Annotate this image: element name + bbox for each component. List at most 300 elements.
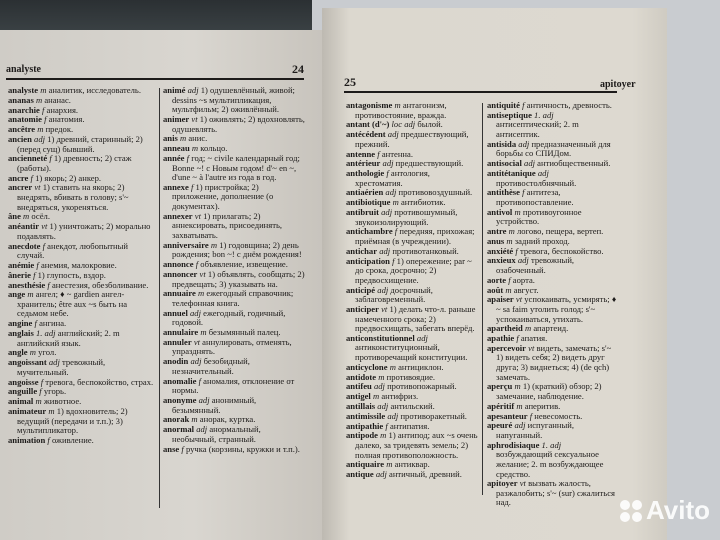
grammar-label: f (385, 420, 388, 431)
grammar-label: f (181, 443, 184, 454)
grammar-label: f (44, 114, 47, 125)
grammar-label: vt (193, 336, 201, 347)
grammar-label: vt (528, 342, 535, 353)
page-number: 25 (344, 75, 356, 89)
dictionary-entry (163, 338, 305, 357)
grammar-label: m (191, 414, 198, 425)
headword: anxieux (487, 255, 516, 266)
dictionary-entry (487, 344, 619, 382)
grammar-label: f (198, 375, 201, 386)
headword: antique (346, 469, 374, 480)
definition: анонимный, безымянный. (172, 395, 257, 415)
definition: противоядие. (386, 371, 436, 382)
grammar-label: m (394, 100, 401, 110)
grammar-label: m (27, 289, 34, 300)
headword: antipathie (346, 420, 384, 431)
definition: противоугонное устройство. (496, 206, 582, 227)
dictionary-entry (8, 358, 156, 377)
definition: антология, хрестоматия. (355, 168, 430, 188)
definition: осёл. (31, 211, 50, 222)
headword: animer (163, 113, 190, 124)
definition: противовоздушный. (398, 187, 473, 198)
column (346, 101, 478, 480)
dictionary-entry (163, 183, 305, 212)
headword: anse (163, 443, 180, 454)
headword: anticipation (346, 255, 390, 266)
headword: antimissile (346, 410, 386, 421)
headword: anéantir (8, 221, 40, 232)
grammar-label: f (30, 172, 33, 183)
headword: annulaire (163, 327, 199, 338)
definition: аорта. (512, 274, 535, 285)
headword: animation (8, 434, 46, 445)
headword: antillais (346, 400, 376, 411)
headword: âne (8, 211, 21, 222)
definition: вызвать жалость, разжалобить; s'~ (sur) сжалиться над. (496, 478, 615, 508)
headword: aphrodisiaque (487, 439, 540, 450)
grammar-label: m (372, 391, 380, 402)
dictionary-entry (163, 396, 305, 415)
grammar-label: vt (519, 478, 526, 489)
grammar-label: m (23, 211, 30, 222)
definition: противотанковый. (392, 245, 459, 256)
dictionary-entry (8, 290, 156, 319)
grammar-label: adj (524, 158, 535, 169)
headword: antigel (346, 391, 371, 402)
headword: apéritif (487, 400, 515, 411)
grammar-label: m (508, 226, 515, 237)
headword: analyste (8, 85, 39, 95)
dictionary-entry (163, 154, 305, 183)
definition: противостолбнячный. (496, 177, 577, 188)
definition: 1) делать что-л. раньше намеченного срока; 2) предвосхищать, забегать вперёд. (355, 303, 476, 334)
dictionary-entry (163, 445, 305, 455)
headword: animateur (8, 405, 47, 416)
headword: ancienneté (8, 153, 48, 164)
headword: annonce (163, 259, 194, 270)
column-divider (159, 88, 160, 508)
headword: angoissant (8, 357, 47, 368)
definition: 1) ставить на якорь; 2) внедрять, вбивать в голову; s'~ внедряться, укореняться. (17, 182, 129, 212)
grammar-label: f (33, 269, 36, 280)
dictionary-entry (8, 154, 156, 173)
definition: противопожарный. (387, 381, 457, 392)
grammar-label: f (42, 240, 46, 251)
definition: антильский. (390, 400, 435, 411)
grammar-label: f (386, 168, 389, 179)
definition: аномалия, отклонение от нормы. (172, 375, 295, 396)
headword: antichambre (346, 226, 393, 237)
grammar-label: m (386, 459, 393, 470)
definition: ангел; ♦ ~ gardien ангел-хранитель; être aux ~s быть на седьмом небе. (17, 289, 128, 319)
definition: 1) глупость, вздор. (37, 269, 106, 280)
definition: анестезия, обезболивание. (51, 279, 149, 290)
dictionary-entry (163, 86, 305, 115)
grammar-label: 1. adj (534, 109, 554, 120)
watermark-text: Avito (645, 495, 710, 525)
definition: тревога, беспокойство. (519, 245, 604, 256)
grammar-label: f (34, 318, 37, 329)
grammar-label: m (516, 400, 523, 411)
headword: antivol (487, 206, 513, 217)
headword: antibruit (346, 207, 379, 218)
headword: aperçu (487, 381, 513, 392)
definition: тревожный, озабоченный. (496, 255, 575, 275)
grammar-label: m (210, 239, 218, 250)
headword: antant (d'~) (346, 119, 390, 130)
headword: apaiser (487, 294, 514, 305)
grammar-label: adj (373, 381, 385, 392)
grammar-label: f (39, 386, 42, 397)
headword: apercevoir (487, 342, 526, 353)
dictionary-entry (163, 270, 305, 289)
definition: невесомость. (534, 410, 583, 421)
definition: антибиотик. (400, 197, 446, 208)
definition: антиконституционный, противоречащий конституции. (355, 342, 468, 363)
dictionary-entry (487, 169, 619, 188)
dictionary-entry (163, 425, 305, 444)
grammar-label: vt (194, 210, 201, 221)
definition: антитеза, противопоставление. (496, 187, 574, 207)
definition: антифриз. (381, 391, 419, 402)
definition: предшествующий, прежний. (355, 129, 469, 149)
grammar-label: adj (190, 307, 201, 318)
dictionary-entry (163, 309, 305, 328)
headword: anodin (163, 356, 189, 367)
headword: anarchie (8, 104, 40, 115)
definition: аперитив. (524, 400, 561, 411)
headword: annuaire (163, 288, 196, 299)
grammar-label: m (179, 133, 187, 144)
dictionary-entry (163, 115, 305, 134)
grammar-label: f (377, 148, 380, 159)
definition: угол. (38, 347, 57, 358)
headword: anecdote (8, 240, 41, 251)
grammar-label: m (48, 405, 55, 416)
grammar-label: adj (514, 420, 526, 431)
grammar-label: f (190, 181, 194, 192)
definition: тревога, беспокойство, страх. (45, 376, 154, 387)
dictionary-entry (346, 305, 478, 334)
definition: анекдот, любопытный случай. (17, 240, 129, 261)
grammar-label: adj (187, 85, 199, 95)
definition: возбуждающий сексуальное желание; 2. m возбуждающее средство. (496, 449, 604, 479)
definition: 1) годовщина; 2) день рождения; bon ~! с днём рождения! (172, 239, 302, 260)
grammar-label: vt (191, 113, 198, 124)
headword: anthologie (346, 168, 385, 179)
definition: 1) пристройка; 2) приложение, дополнение (о документах). (172, 181, 274, 212)
headword: antisocial (487, 158, 522, 169)
headword: angoisse (8, 376, 39, 387)
definition: досрочный, заблаговременный. (355, 284, 433, 305)
definition: животное. (43, 396, 82, 407)
definition: логово, пещера, вертеп. (516, 226, 604, 237)
grammar-label: m (197, 288, 205, 299)
definition: апартеид. (533, 323, 569, 334)
definition: предок. (45, 124, 74, 135)
dictionary-entry (346, 431, 478, 460)
dictionary-entry (346, 208, 478, 227)
grammar-label: vt (34, 182, 41, 193)
grammar-label: m (506, 235, 513, 246)
dictionary-entry (163, 241, 305, 260)
headword: ancien (8, 133, 32, 144)
definition: 1) объявлять, сообщать; 2) предвещать; 3) указывать на. (172, 268, 305, 289)
dictionary-entry (346, 227, 478, 246)
dictionary-entry (487, 140, 619, 159)
dictionary-entry (346, 130, 478, 149)
grammar-label: m (514, 206, 521, 217)
definition: анис. (188, 133, 208, 144)
headword: angle (8, 347, 28, 358)
headword: animal (8, 396, 34, 407)
headword: année (163, 152, 185, 163)
definition: 1) якорь; 2) анкер. (35, 172, 102, 183)
headword: animé (163, 85, 186, 95)
grammar-label: adj (416, 332, 428, 343)
headword: ancêtre (8, 124, 36, 135)
headword: anticiper (346, 303, 379, 314)
headword: antenne (346, 148, 376, 159)
definition: 1) антипод; aux ~s очень далеко, за тридевять земель; 2) полная противоположность. (355, 430, 478, 460)
grammar-label: vt (515, 294, 523, 305)
definition: аналитик, исследователь. (48, 85, 141, 95)
definition: угорь. (43, 386, 67, 397)
headword: antécédent (346, 129, 386, 140)
definition: антипатия. (389, 420, 430, 431)
definition: 1) уничтожать; 2) морально подавлять. (17, 221, 151, 241)
headword: apeuré (487, 420, 513, 431)
header-rule (6, 78, 304, 80)
definition: безобидный, незначительный. (172, 356, 250, 376)
grammar-label: f (529, 410, 533, 421)
headword: ancre (8, 172, 29, 183)
grammar-label: loc adj (391, 119, 416, 130)
grammar-label: f (41, 104, 45, 115)
grammar-label: m (524, 323, 532, 334)
headword: antiseptique (487, 109, 532, 120)
headword: anorak (163, 414, 190, 425)
headword: antiquaire (346, 459, 385, 470)
dictionary-entry (163, 289, 305, 308)
avito-logo-icon (620, 500, 642, 522)
headword: antre (487, 226, 507, 237)
headword: anomalie (163, 375, 197, 386)
definition: 1) прилагать; 2) аннексировать, присоединять, захватывать. (172, 210, 283, 241)
grammar-label: f (47, 434, 50, 445)
avito-watermark (620, 495, 710, 526)
grammar-label: m (191, 143, 199, 154)
definition: антиобщественный. (537, 158, 611, 169)
headword: apartheid (487, 323, 523, 334)
dictionary-entry (487, 111, 619, 140)
dictionary-entry (346, 169, 478, 188)
grammar-label: m (35, 396, 42, 407)
definition: кольцо. (200, 143, 228, 154)
grammar-label: adj (387, 410, 399, 421)
grammar-label: adj (375, 469, 387, 480)
definition: античность, древность. (526, 100, 612, 110)
grammar-label: m (514, 381, 521, 392)
definition: оживление. (51, 434, 94, 445)
headword: ancrer (8, 182, 33, 193)
headword: anatomie (8, 114, 42, 125)
headword: antagonisme (346, 100, 393, 110)
headword: anonyme (163, 395, 197, 405)
headword: anniversaire (163, 239, 209, 250)
definition: антисептический; 2. m антисептик. (496, 119, 579, 139)
headword: annexe (163, 181, 189, 192)
dictionary-entry (346, 470, 478, 480)
grammar-label: adj (537, 167, 549, 178)
grammar-label: adj (517, 255, 529, 266)
grammar-label: vt (199, 268, 206, 279)
definition: аннулировать, отменять, упразднять. (172, 336, 292, 357)
headword: anis (163, 133, 178, 144)
dictionary-entry (8, 183, 156, 212)
grammar-label: adj (48, 357, 60, 368)
grammar-label: f (40, 376, 44, 387)
column-divider (482, 103, 483, 495)
definition: успокаивать, усмирять; ♦ ~ sa faim утолить голод; s'~ успокаиваться, утихать. (496, 294, 617, 324)
headword: antipode (346, 430, 378, 441)
grammar-label: adj (385, 187, 397, 198)
grammar-label: adj (377, 284, 389, 295)
headword: apitoyer (487, 478, 518, 489)
grammar-label: m (392, 197, 399, 208)
headword: annexer (163, 210, 193, 221)
grammar-label: m (29, 347, 36, 358)
headword: anticyclone (346, 361, 388, 372)
definition: 1) древний, старинный; 2) (перед сущ) бывший. (17, 133, 143, 154)
definition: анорак, куртка. (199, 414, 256, 425)
grammar-label: f (47, 279, 50, 290)
dictionary-entry (346, 286, 478, 305)
definition: 1) оживлять; 2) вдохновлять, одушевлять. (172, 113, 305, 134)
headword: anglais (8, 328, 34, 339)
grammar-label: adj (381, 207, 393, 218)
definition: 1) вдохновитель; 2) ведущий (передачи и т.п.); 3) мультипликатор. (17, 405, 128, 436)
definition: анатомия. (48, 114, 85, 125)
dictionary-entry (8, 329, 156, 348)
grammar-label: adj (377, 400, 389, 411)
grammar-label: adj (196, 424, 208, 435)
grammar-label: m (380, 430, 387, 441)
definition: античный, древний. (389, 469, 462, 480)
column (163, 86, 305, 454)
dictionary-entry (163, 212, 305, 241)
headword: annoncer (163, 268, 198, 279)
definition: безымянный палец. (208, 327, 281, 338)
headword: ange (8, 289, 26, 300)
headword: antifeu (346, 381, 372, 392)
grammar-label: adj (387, 129, 399, 140)
definition: испуганный, напуганный. (496, 420, 574, 440)
grammar-label: m (37, 124, 44, 135)
grammar-label: m (200, 327, 207, 338)
definition: анархия. (46, 104, 79, 115)
headword: antichar (346, 245, 378, 256)
left-page (0, 30, 322, 540)
dictionary-entry (487, 479, 619, 508)
definition: анормальный, необычный, странный. (172, 424, 261, 444)
definition: 1) древность; 2) стаж (работы). (17, 153, 132, 173)
definition: ежегодный, годичный, годовой. (172, 307, 286, 328)
running-head: apitoyer (600, 79, 636, 90)
headword: août (487, 284, 504, 295)
grammar-label: vt (381, 303, 388, 314)
grammar-label: adj (198, 395, 210, 405)
definition: антагонизм, противостояние, вражда. (355, 100, 447, 120)
definition: 1) одушевлённый, живой; dessins ~s мультипликация, мультфильм; 2) оживлённый. (172, 85, 295, 115)
grammar-label: adj (518, 138, 530, 149)
grammar-label: f (522, 187, 525, 198)
grammar-label: m (505, 284, 512, 295)
headword: aorte (487, 274, 507, 285)
definition: английский; 2. m английский язык. (17, 328, 120, 348)
grammar-label: vt (41, 221, 48, 232)
dictionary-entry (487, 441, 619, 479)
definition: ежегодный справочник; телефонная книга. (172, 288, 294, 308)
grammar-label: 1. adj (35, 328, 56, 339)
grammar-label: m (35, 94, 43, 105)
right-page (322, 8, 667, 540)
grammar-label: f (195, 259, 199, 270)
dictionary-entry (487, 208, 619, 227)
grammar-label: m (40, 85, 47, 95)
header-rule (344, 91, 617, 93)
grammar-label: adj (190, 356, 202, 367)
grammar-label: f (186, 152, 190, 163)
grammar-label: f (515, 245, 518, 256)
headword: antitétanique (487, 167, 536, 178)
dictionary-entry (487, 188, 619, 207)
headword: anormal (163, 424, 195, 435)
grammar-label: adj (379, 245, 391, 256)
dictionary-entry (8, 135, 156, 154)
headword: antisida (487, 138, 517, 149)
definition: август. (513, 284, 539, 295)
grammar-label: f (36, 259, 39, 270)
headword: antiaérien (346, 187, 384, 198)
definition: объявление, извещение. (200, 259, 288, 270)
definition: тревожный, мучительный. (17, 357, 106, 377)
definition: былой. (417, 119, 443, 130)
column (487, 101, 619, 508)
definition: 1) (краткий) обзор; 2) замечание, наблюдение. (496, 381, 602, 401)
definition: задний проход. (514, 235, 570, 246)
dictionary-entry (487, 256, 619, 275)
headword: anus (487, 235, 505, 246)
grammar-label: f (508, 274, 511, 285)
headword: antidote (346, 371, 377, 382)
headword: antibiotique (346, 197, 391, 208)
definition: анемия, малокровие. (40, 259, 117, 270)
dictionary-entry (346, 257, 478, 286)
headword: antiquité (487, 100, 520, 110)
headword: angine (8, 318, 33, 329)
headword: anxiété (487, 245, 514, 256)
definition: 1) опережение; par ~ до срока, досрочно; 2) предвосхищение. (355, 255, 472, 285)
headword: anesthésie (8, 279, 46, 290)
headword: anticipé (346, 284, 376, 295)
running-head: analyste (6, 64, 41, 75)
grammar-label: f (392, 255, 395, 266)
dictionary-entry (163, 377, 305, 396)
grammar-label: f (516, 333, 519, 344)
dictionary-entry (487, 421, 619, 440)
dictionary-entry (487, 295, 619, 324)
